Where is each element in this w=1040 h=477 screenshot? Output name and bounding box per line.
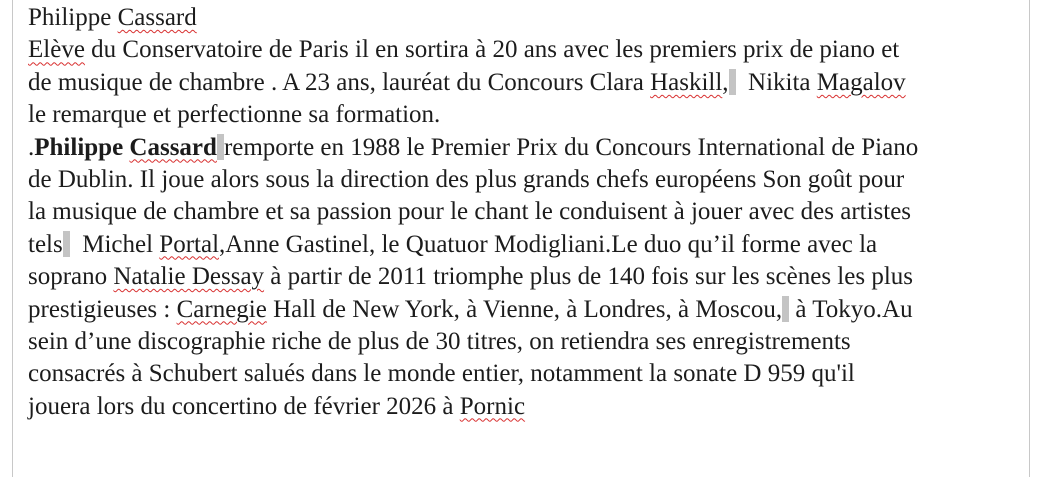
spellcheck-flagged-word: Pornic [459, 392, 526, 420]
text-run: tels [28, 230, 63, 258]
text-run: jouera lors du concertino de février 2026 à [28, 392, 460, 420]
doc-line [28, 261, 1040, 293]
text-run: remporte en 1988 le Premier Prix du Concours International de Piano [223, 133, 919, 161]
document-text-body[interactable] [28, 2, 1040, 423]
doc-line [28, 132, 1040, 164]
text-run: Philippe [28, 4, 118, 31]
formatting-mark [729, 69, 736, 95]
formatting-mark [217, 134, 224, 160]
doc-line [28, 67, 1040, 99]
doc-line [28, 326, 1040, 358]
spellcheck-flagged-word: Haskill [650, 68, 723, 96]
doc-line [28, 34, 1040, 66]
doc-line [28, 358, 1040, 390]
doc-line [28, 391, 1040, 423]
text-run: , [722, 68, 729, 96]
text-run: sein d’une discographie riche de plus de 30 titres, on retiendra ses enregistrements [28, 327, 851, 355]
text-run: consacrés à Schubert salués dans le monde entier, notamment la sonate D 959 qu'il [28, 360, 855, 388]
doc-line [28, 294, 1040, 326]
spellcheck-flagged-word: Carnegie [176, 295, 267, 323]
bold-text-run: Philippe [34, 133, 130, 161]
spellcheck-flagged-word: Natalie Dessay [113, 263, 265, 291]
text-run: à partir de 2011 triomphe plus de 140 fois sur les scènes les plus [264, 263, 913, 291]
text-run: ,Anne Gastinel, le Quatuor Modigliani.Le duo qu’il forme avec la [219, 230, 878, 258]
text-run: soprano [28, 263, 114, 291]
doc-line [28, 164, 1040, 196]
text-run: Michel [69, 230, 160, 258]
text-run: du Conservatoire de Paris il en sortira à 20 ans avec les premiers prix de piano et [84, 36, 900, 64]
text-run: de musique de chambre . A 23 ans, lauréat du Concours Clara [28, 68, 651, 96]
text-run: . [28, 133, 35, 161]
formatting-mark [63, 231, 70, 257]
doc-line [28, 99, 1040, 131]
spellcheck-flagged-word: Cassard [129, 133, 217, 161]
doc-line [28, 229, 1040, 261]
text-run: prestigieuses : [28, 295, 177, 323]
text-run: la musique de chambre et sa passion pour le chant le conduisent à jouer avec des artistes [28, 198, 912, 226]
spellcheck-flagged-word: Portal [159, 230, 220, 258]
text-run: Hall de New York, à Vienne, à Londres, à Moscou, [266, 295, 783, 323]
spellcheck-flagged-word: Elève [28, 36, 85, 64]
spellcheck-flagged-word: Magalov [816, 68, 906, 96]
doc-title-line [28, 2, 1040, 34]
text-run: de Dublin. Il joue alors sous la direction des plus grands chefs européens Son goût pour [28, 165, 905, 193]
text-run: Nikita [735, 68, 817, 96]
document-page[interactable] [12, 0, 1030, 477]
doc-line [28, 196, 1040, 228]
text-run: le remarque et perfectionne sa formation. [28, 101, 441, 129]
spellcheck-flagged-word: Cassard [117, 4, 197, 31]
text-run: à Tokyo.Au [789, 295, 913, 323]
